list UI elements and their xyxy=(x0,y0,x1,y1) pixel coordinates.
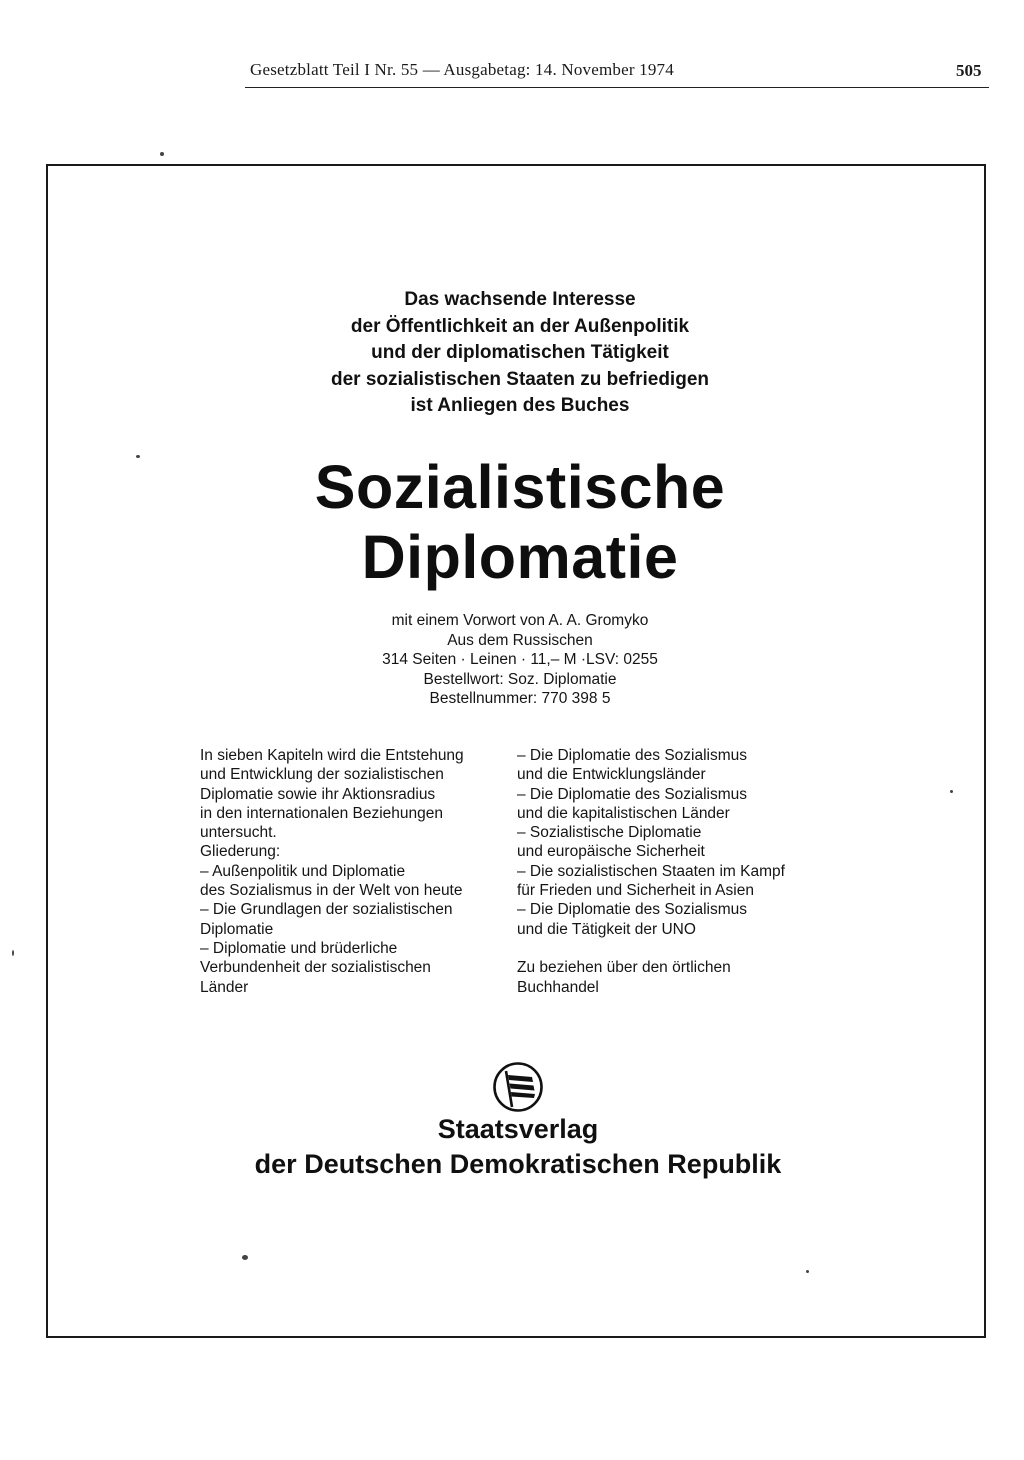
column-line: – Die Diplomatie des Sozialismus xyxy=(517,785,748,803)
book-title-line: Diplomatie xyxy=(361,523,679,591)
column-line: Diplomatie sowie ihr Aktionsradius xyxy=(200,785,436,803)
column-line: – Außenpolitik und Diplomatie xyxy=(200,862,406,880)
column-line: und die kapitalistischen Länder xyxy=(517,804,730,822)
column-line: – Die Diplomatie des Sozialismus xyxy=(517,901,748,919)
column-line: in den internationalen Beziehungen xyxy=(200,804,444,822)
advertisement-intro xyxy=(280,287,760,420)
details-line: Aus dem Russischen xyxy=(447,631,593,649)
publisher-name xyxy=(212,1112,824,1182)
column-line: Zu beziehen über den örtlichen xyxy=(517,959,731,977)
page-number: 505 xyxy=(956,61,982,80)
intro-line: der sozialistischen Staaten zu befriedigen xyxy=(331,368,709,390)
column-line: Buchhandel xyxy=(517,978,599,996)
column-line: Gliederung: xyxy=(200,843,281,861)
book-title xyxy=(260,452,780,592)
book-details xyxy=(320,611,720,709)
details-line: mit einem Vorwort von A. A. Gromyko xyxy=(391,612,649,629)
column-line: – Die sozialistischen Staaten im Kampf xyxy=(517,862,785,880)
print-speck xyxy=(806,1270,809,1273)
description-right-column xyxy=(517,746,837,997)
print-speck xyxy=(160,152,164,156)
column-line: und europäische Sicherheit xyxy=(517,843,705,861)
details-line: Bestellnummer: 770 398 5 xyxy=(429,690,611,707)
print-speck xyxy=(12,950,14,956)
column-line: untersucht. xyxy=(200,824,277,842)
details-line: 314 Seiten · Leinen · 11,– M ·LSV: 0255 xyxy=(382,651,658,668)
description-left-column xyxy=(200,746,510,997)
intro-line: der Öffentlichkeit an der Außenpolitik xyxy=(350,315,690,337)
column-line: Verbundenheit der sozialistischen xyxy=(200,959,431,977)
intro-line: Das wachsende Interesse xyxy=(404,289,636,310)
column-line: und die Entwicklungsländer xyxy=(517,766,706,784)
publisher-flag-logo-icon xyxy=(492,1061,544,1113)
column-line: und Entwicklung der sozialistischen xyxy=(200,766,444,784)
print-speck xyxy=(136,455,140,458)
column-line: – Die Grundlagen der sozialistischen xyxy=(200,901,453,919)
column-spacer xyxy=(517,939,837,958)
column-line: – Diplomatie und brüderliche xyxy=(200,939,398,957)
publisher-line: Staatsverlag xyxy=(437,1114,599,1144)
print-speck xyxy=(950,790,953,793)
column-line: In sieben Kapiteln wird die Entstehung xyxy=(200,747,464,764)
publisher-line: der Deutschen Demokratischen Republik xyxy=(254,1149,782,1179)
gazette-header-title: Gesetzblatt Teil I Nr. 55 — Ausgabetag: 14. November 1974 xyxy=(250,60,674,79)
column-line: – Sozialistische Diplomatie xyxy=(517,824,702,842)
column-line: Länder xyxy=(200,978,249,996)
intro-line: und der diplomatischen Tätigkeit xyxy=(371,342,669,363)
column-line: – Die Diplomatie des Sozialismus xyxy=(517,747,748,764)
column-line: für Frieden und Sicherheit in Asien xyxy=(517,882,754,900)
column-line: Diplomatie xyxy=(200,920,274,938)
details-line: Bestellwort: Soz. Diplomatie xyxy=(423,670,617,688)
column-line: des Sozialismus in der Welt von heute xyxy=(200,882,463,900)
header-divider xyxy=(245,87,989,88)
book-title-line: Sozialistische xyxy=(314,453,726,521)
intro-line: ist Anliegen des Buches xyxy=(410,395,630,416)
print-speck xyxy=(242,1255,248,1260)
column-line: und die Tätigkeit der UNO xyxy=(517,920,696,938)
